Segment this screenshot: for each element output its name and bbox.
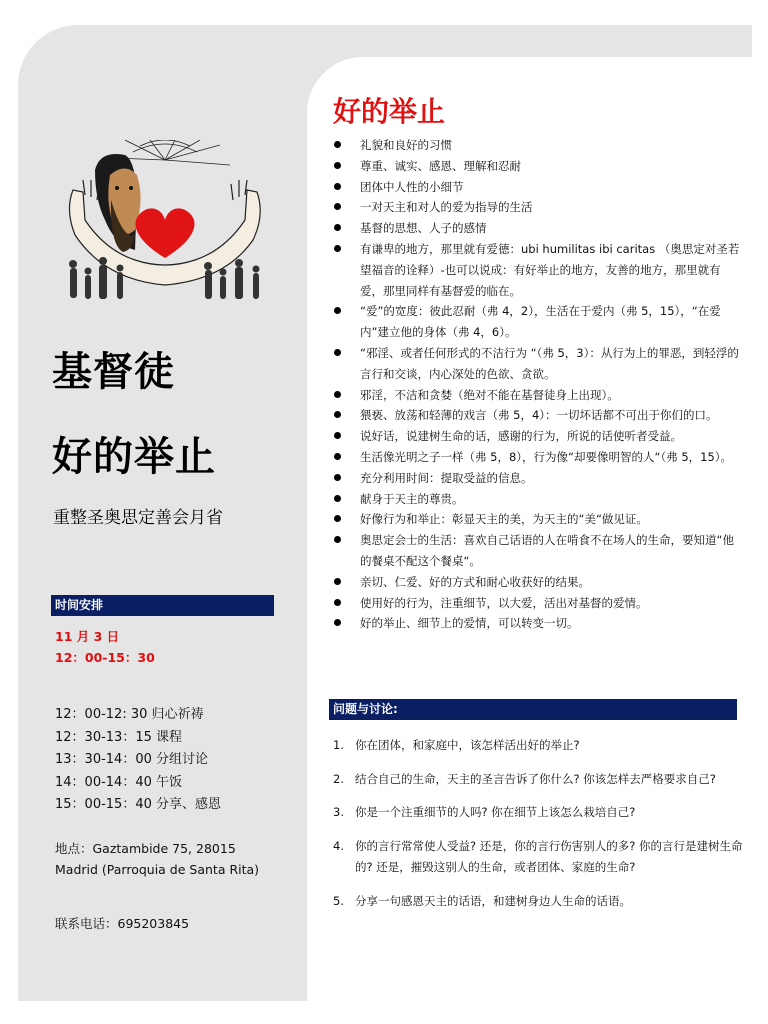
bullet-icon [334,203,341,210]
sidebar-title-line1: 基督徒 [52,349,175,395]
bullet-icon [334,307,341,314]
list-item: 有谦卑的地方，那里就有爱德：ubi humilitas ibi caritas （奥思定对圣若望福音的诠释）-也可以说成：有好举止的地方，友善的地方，那里就有爱，那里同样有基督爱的临在。 [333,239,743,301]
phone: 联系电话：695203845 [55,916,190,931]
bullet-icon [334,183,341,190]
list-item: 献身于天主的尊贵。 [333,489,743,510]
address [55,838,259,880]
bullet-icon [334,411,341,418]
bullet-icon [334,515,341,522]
bullet-icon [334,536,341,543]
list-item: 礼貌和良好的习惯 [333,135,743,156]
list-item: 生活像光明之子一样（弗 5，8），行为像“却要像明智的人“（弗 5，15）。 [333,447,743,468]
questions-list [333,735,743,924]
address-line2: Madrid (Parroquia de Santa Rita) [55,862,260,877]
conduct-list [333,135,743,634]
schedule-date: 11 月 3 日 [55,629,120,644]
schedule-list [55,704,221,817]
page-title: 好的举止 [333,95,446,128]
schedule-item: 12：30-13：15 课程 [55,729,182,745]
list-item: 使用好的行为，注重细节，以大爱，活出对基督的爱情。 [333,593,743,614]
schedule-time-range: 12：00-15：30 [55,650,155,665]
question-item: 3. 你是一个注重细节的人吗? 你在细节上该怎么栽培自己? [333,805,636,819]
bullet-icon [334,432,341,439]
list-item: 好像行为和举止：彰显天主的美，为天主的“美“做见证。 [333,509,743,530]
bullet-icon [334,162,341,169]
jesus-heart-illustration [55,140,275,310]
bullet-icon [334,245,341,252]
bullet-icon [334,141,341,148]
list-item: “邪淫、或者任何形式的不洁行为 “（弗 5，3）：从行为上的罪恶，到轻浮的言行和交谈，内心深处的色欲、贪欲。 [333,343,743,385]
list-item: 尊重、诚实、感恩、理解和忍耐 [333,156,743,177]
question-item: 1. 你在团体，和家庭中，该怎样活出好的举止? [333,738,580,752]
bullet-icon [334,349,341,356]
bullet-icon [334,474,341,481]
list-item: 说好话，说建树生命的话，感谢的行为，所说的话使听者受益。 [333,426,743,447]
questions-header: 问题与讨论: [329,699,737,720]
schedule-header: 时间安排 [51,595,274,616]
list-item: 好的举止、细节上的爱情，可以转变一切。 [333,613,743,634]
schedule-item: 15：00-15：40 分享、感恩 [55,797,221,812]
list-item: 奥思定会士的生活：喜欢自己话语的人在啃食不在场人的生命，要知道“他的餐桌不配这个餐桌“。 [333,530,743,572]
list-item: 充分利用时间：提取受益的信息。 [333,468,743,489]
question-item: 5. 分享一句感恩天主的话语，和建树身边人生命的话语。 [333,893,631,908]
sidebar-title-line2: 好的举止 [52,434,216,480]
bullet-icon [334,495,341,502]
sidebar-subtitle: 重整圣奥思定善会月省 [53,508,223,528]
list-item: 亲切、仁爱、好的方式和耐心收获好的结果。 [333,572,743,593]
bullet-icon [334,453,341,460]
list-item: 邪淫，不洁和贪婪（绝对不能在基督徒身上出现）。 [333,385,743,406]
schedule-item: 13：30-14：00 分组讨论 [55,752,208,767]
schedule-item: 12：00-12: 30 归心祈祷 [55,707,204,722]
list-item: “爱”的宽度：彼此忍耐（弗 4，2），生活在于爱内（弗 5，15），“在爱内”建立他的身体（弗 4，6）。 [333,301,743,343]
list-item: 猥亵、放荡和轻薄的戏言（弗 5，4）：一切坏话都不可出于你们的口。 [333,405,743,426]
schedule-item: 14：00-14：40 午饭 [55,774,182,790]
question-item: 2. 结合自己的生命，天主的圣言告诉了你什么? 你该怎样去严格要求自己? [333,771,716,786]
bullet-icon [334,391,341,398]
list-item: 一对天主和对人的爱为指导的生活 [333,197,743,218]
bullet-icon [334,224,341,231]
address-line1: 地点：Gaztambide 75, 28015 [55,841,236,856]
list-item: 基督的思想、人子的感情 [333,218,743,239]
list-item: 团体中人性的小细节 [333,177,743,198]
bullet-icon [334,578,341,585]
bullet-icon [334,619,341,626]
question-item: 4. 你的言行常常使人受益? 还是，你的言行伤害别人的多? 你的言行是建树生命的? 还是，摧毁这别人的生命，或者团体、家庭的生命? [333,838,743,874]
bullet-icon [334,599,341,606]
